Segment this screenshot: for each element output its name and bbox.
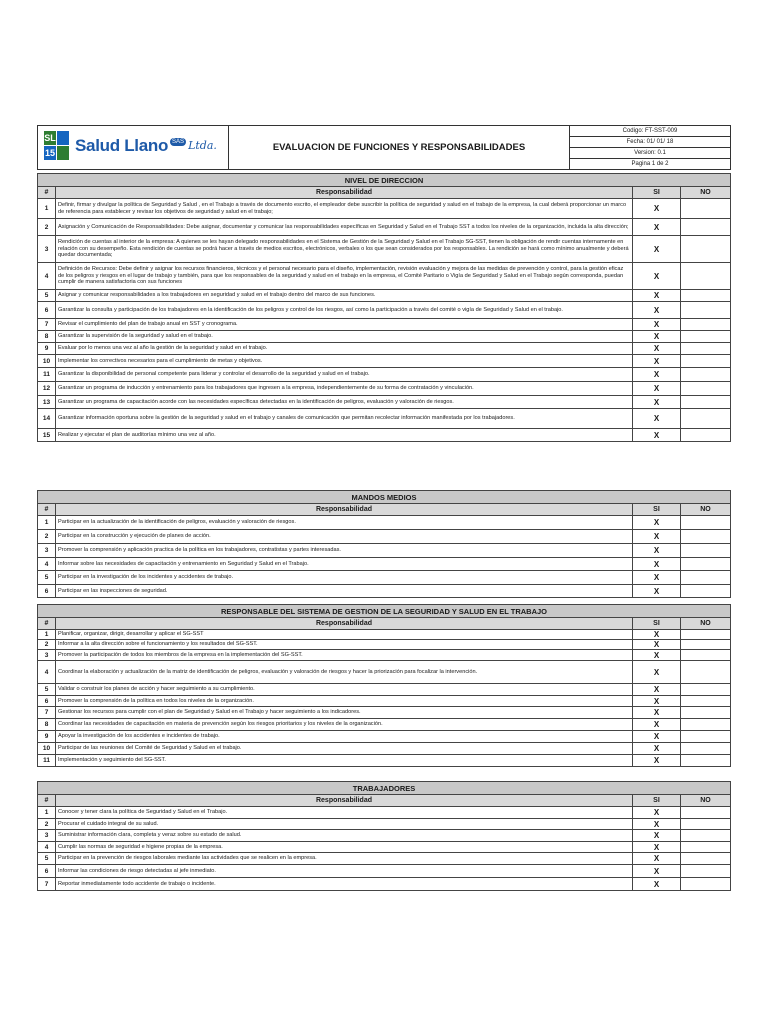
row-responsabilidad: Garantizar un programa de inducción y entrenamiento para los trabajadores que ingresen a la empresa, independientemente de su forma de contratación y vinculación. — [56, 382, 633, 396]
table-row — [38, 640, 731, 650]
table-row — [38, 585, 731, 598]
row-si-mark: X — [632, 878, 680, 891]
row-responsabilidad: Promover la comprensión y aplicación practica de la política en los trabajadores, contratistas y partes interesadas. — [56, 544, 633, 558]
row-no-mark — [680, 719, 730, 731]
column-header-number: # — [38, 504, 56, 516]
row-no-mark — [680, 630, 730, 640]
row-responsabilidad: Promover la participación de todos los miembros de la empresa en la implementación del SG-SST. — [56, 650, 633, 661]
row-number: 4 — [38, 263, 56, 290]
row-responsabilidad: Promover la comprensión de la política en todos los niveles de la organización. — [56, 696, 633, 707]
row-no-mark — [680, 530, 730, 544]
row-no-mark — [681, 302, 731, 319]
table-row — [38, 290, 731, 302]
row-si-mark: X — [633, 409, 681, 429]
row-no-mark — [680, 878, 730, 891]
row-no-mark — [680, 585, 730, 598]
table-row — [38, 743, 731, 755]
column-header-responsabilidad: Responsabilidad — [56, 618, 633, 630]
row-si-mark: X — [633, 331, 681, 343]
table-row — [38, 878, 731, 891]
row-number: 10 — [38, 355, 56, 368]
row-no-mark — [681, 319, 731, 331]
row-number: 3 — [38, 544, 56, 558]
row-no-mark — [680, 743, 730, 755]
table-row — [38, 630, 731, 640]
column-header-number: # — [38, 618, 56, 630]
row-no-mark — [681, 368, 731, 382]
table-row — [38, 755, 731, 767]
row-si-mark: X — [633, 355, 681, 368]
row-no-mark — [680, 830, 730, 842]
row-number: 1 — [38, 516, 56, 530]
row-responsabilidad: Rendición de cuentas al interior de la empresa: A quienes se les hayan delegado responsabilidades en el Sistema de Gestión de la Seguridad y Salud en el Trabajo SG-SST, tienen la obligación de rendir cuentas internamente en relación con su desempeño. Esta rendición de cuentas se podrá hacer a través de medios escritos, electrónicos, verbales o los que sean considerados por los responsables. La rendición se hará como mínimo anualmente y deberá quedar documentada; — [56, 236, 633, 263]
row-number: 5 — [38, 684, 56, 696]
document-header — [37, 125, 731, 170]
row-responsabilidad: Realizar y ejecutar el plan de auditorías mínimo una vez al año. — [56, 429, 633, 442]
table-row — [38, 355, 731, 368]
row-number: 11 — [38, 755, 56, 767]
table-row — [38, 696, 731, 707]
row-no-mark — [680, 819, 730, 830]
row-number: 12 — [38, 382, 56, 396]
table-row — [38, 661, 731, 684]
logo-text: Salud Llano — [75, 135, 169, 155]
row-si-mark: X — [633, 396, 681, 409]
row-responsabilidad: Participar en la investigación de los incidentes y accidentes de trabajo. — [56, 571, 633, 585]
section-title: RESPONSABLE DEL SISTEMA DE GESTION DE LA SEGURIDAD Y SALUD EN EL TRABAJO — [38, 605, 731, 618]
row-si-mark: X — [632, 755, 680, 767]
table-row — [38, 343, 731, 355]
row-number: 13 — [38, 396, 56, 409]
column-header-no: NO — [680, 795, 730, 807]
meta-fecha: Fecha: 01/ 01/ 18 — [570, 137, 730, 148]
row-responsabilidad: Procurar el cuidado integral de su salud. — [56, 819, 633, 830]
row-si-mark: X — [632, 661, 680, 684]
table-row — [38, 650, 731, 661]
table-row — [38, 396, 731, 409]
row-no-mark — [680, 807, 730, 819]
logo-ltda: Ltda. — [188, 139, 217, 152]
company-logo — [44, 131, 217, 160]
row-number: 8 — [38, 719, 56, 731]
section-table — [37, 604, 731, 767]
row-responsabilidad: Definición de Recursos: Debe definir y asignar los recursos financieros, técnicos y el personal necesario para el diseño, implementación, revisión evaluación y mejora de las medidas de prevención y control, para la gestión eficaz de los peligros y riesgos en el lugar de trabajo y también, para que los responsables de la seguridad y salud en el trabajo en la empresa, el Comité Paritario o Vigía de Seguridad y Salud en el Trabajo según corresponda, puedan cumplir de manera satisfactoria con sus funciones — [56, 263, 633, 290]
logo-mark-icon — [44, 131, 69, 160]
row-si-mark: X — [633, 290, 681, 302]
row-responsabilidad: Coordinar la elaboración y actualización de la matriz de identificación de peligros, evaluación y valoración de riesgos y hacer la priorización para focalizar la intervención. — [56, 661, 633, 684]
row-responsabilidad: Participar en las inspecciones de seguridad. — [56, 585, 633, 598]
column-header-responsabilidad: Responsabilidad — [56, 187, 633, 199]
table-row — [38, 516, 731, 530]
column-header-number: # — [38, 795, 56, 807]
row-number: 11 — [38, 368, 56, 382]
row-number: 1 — [38, 199, 56, 219]
row-si-mark: X — [633, 219, 681, 236]
row-number: 6 — [38, 865, 56, 878]
logo-mark-digits: 15 — [44, 148, 55, 158]
row-responsabilidad: Participar de las reuniones del Comité de Seguridad y Salud en el trabajo. — [56, 743, 633, 755]
row-no-mark — [681, 219, 731, 236]
row-responsabilidad: Participar en la actualización de la identificación de peligros, evaluación y valoración de riesgos. — [56, 516, 633, 530]
row-responsabilidad: Conocer y tener clara la política de Seguridad y Salud en el Trabajo. — [56, 807, 633, 819]
table-row — [38, 319, 731, 331]
section-title: MANDOS MEDIOS — [38, 491, 731, 504]
row-responsabilidad: Asignar y comunicar responsabilidades a los trabajadores en seguridad y salud en el trabajo dentro del marco de sus funciones. — [56, 290, 633, 302]
section-title: NIVEL DE DIRECCION — [38, 174, 731, 187]
row-responsabilidad: Garantizar información oportuna sobre la gestión de la seguridad y salud en el trabajo y canales de comunicación que permitan recolectar información manifestada por los trabajadores. — [56, 409, 633, 429]
row-responsabilidad: Asignación y Comunicación de Responsabilidades: Debe asignar, documentar y comunicar las responsabilidades específicas en Seguridad y Salud en el Trabajo SST a todos los niveles de la organización, incluida la alta dirección; — [56, 219, 633, 236]
row-si-mark: X — [632, 530, 680, 544]
row-number: 6 — [38, 585, 56, 598]
row-responsabilidad: Participar en la prevención de riesgos laborales mediante las actividades que se realicen en la empresa. — [56, 853, 633, 865]
row-no-mark — [680, 865, 730, 878]
row-number: 4 — [38, 842, 56, 853]
row-no-mark — [681, 263, 731, 290]
row-responsabilidad: Garantizar la supervisión de la seguridad y salud en el trabajo. — [56, 331, 633, 343]
table-row — [38, 429, 731, 442]
row-number: 4 — [38, 558, 56, 571]
row-number: 2 — [38, 530, 56, 544]
table-row — [38, 409, 731, 429]
document-meta — [570, 126, 731, 170]
row-responsabilidad: Implementación y seguimiento del SG-SST. — [56, 755, 633, 767]
row-responsabilidad: Garantizar un programa de capacitación acorde con las necesidades específicas detectadas en la identificación de peligros, evaluación y valoración de riesgos. — [56, 396, 633, 409]
row-responsabilidad: Revisar el cumplimiento del plan de trabajo anual en SST y cronograma. — [56, 319, 633, 331]
row-responsabilidad: Informar las condiciones de riesgo detectadas al jefe inmediato. — [56, 865, 633, 878]
column-header-si: SI — [632, 795, 680, 807]
row-no-mark — [681, 409, 731, 429]
section-title: TRABAJADORES — [38, 782, 731, 795]
table-row — [38, 530, 731, 544]
table-row — [38, 368, 731, 382]
row-responsabilidad: Garantizar la consulta y participación de los trabajadores en la identificación de los peligros y control de los riesgos, así como la participación a través del comité o vigía de Seguridad y Salud en el trabajo. — [56, 302, 633, 319]
row-responsabilidad: Planificar, organizar, dirigir, desarrollar y aplicar el SG-SST — [56, 630, 633, 640]
section-table — [37, 781, 731, 891]
row-no-mark — [680, 842, 730, 853]
table-row — [38, 842, 731, 853]
table-row — [38, 707, 731, 719]
row-no-mark — [680, 516, 730, 530]
row-no-mark — [681, 429, 731, 442]
row-si-mark: X — [632, 819, 680, 830]
row-number: 6 — [38, 302, 56, 319]
row-si-mark: X — [633, 319, 681, 331]
row-si-mark: X — [632, 743, 680, 755]
row-no-mark — [680, 571, 730, 585]
row-si-mark: X — [632, 807, 680, 819]
row-no-mark — [681, 396, 731, 409]
row-no-mark — [680, 755, 730, 767]
meta-pagina: Pagina 1 de 2 — [631, 161, 669, 167]
column-header-no: NO — [680, 504, 730, 516]
row-si-mark: X — [632, 731, 680, 743]
column-header-number: # — [38, 187, 56, 199]
row-responsabilidad: Definir, firmar y divulgar la política de Seguridad y Salud , en el Trabajo a través de documento escrito, el empleador debe suscribir la política de seguridad y salud en el trabajo de la empresa, la cual deberá proporcionar un marco de referencia para establecer y revisar los objetivos de seguridad y salud en el trabajo; — [56, 199, 633, 219]
row-no-mark — [680, 684, 730, 696]
row-number: 3 — [38, 650, 56, 661]
row-responsabilidad: Suministrar información clara, completa y veraz sobre su estado de salud. — [56, 830, 633, 842]
logo-mark-letters: SL — [44, 133, 56, 143]
row-si-mark: X — [633, 302, 681, 319]
table-row — [38, 719, 731, 731]
row-no-mark — [681, 290, 731, 302]
table-row — [38, 830, 731, 842]
row-si-mark: X — [633, 382, 681, 396]
row-si-mark: X — [633, 368, 681, 382]
row-responsabilidad: Implementar los correctivos necesarios para el cumplimiento de metas y objetivos. — [56, 355, 633, 368]
row-si-mark: X — [633, 343, 681, 355]
column-header-no: NO — [680, 618, 730, 630]
row-no-mark — [681, 199, 731, 219]
table-row — [38, 807, 731, 819]
row-number: 5 — [38, 571, 56, 585]
row-si-mark: X — [632, 830, 680, 842]
row-no-mark — [680, 707, 730, 719]
row-number: 8 — [38, 331, 56, 343]
table-row — [38, 571, 731, 585]
row-no-mark — [681, 382, 731, 396]
row-responsabilidad: Cumplir las normas de seguridad e higiene propias de la empresa. — [56, 842, 633, 853]
column-header-responsabilidad: Responsabilidad — [56, 795, 633, 807]
table-row — [38, 819, 731, 830]
row-si-mark: X — [632, 516, 680, 530]
row-responsabilidad: Gestionar los recursos para cumplir con el plan de Seguridad y Salud en el Trabajo y hacer seguimiento a los indicadores. — [56, 707, 633, 719]
row-responsabilidad: Informar sobre las necesidades de capacitación y entrenamiento en Seguridad y Salud en el Trabajo. — [56, 558, 633, 571]
row-responsabilidad: Apoyar la investigación de los accidentes e incidentes de trabajo. — [56, 731, 633, 743]
row-number: 3 — [38, 830, 56, 842]
row-no-mark — [680, 544, 730, 558]
column-header-si: SI — [632, 618, 680, 630]
table-row — [38, 731, 731, 743]
row-si-mark: X — [632, 719, 680, 731]
table-row — [38, 544, 731, 558]
row-number: 2 — [38, 219, 56, 236]
table-row — [38, 219, 731, 236]
table-row — [38, 853, 731, 865]
row-number: 9 — [38, 731, 56, 743]
row-si-mark: X — [632, 684, 680, 696]
row-si-mark: X — [632, 558, 680, 571]
row-number: 7 — [38, 319, 56, 331]
table-row — [38, 865, 731, 878]
meta-version: Version: 0.1 — [570, 148, 730, 159]
row-no-mark — [681, 343, 731, 355]
row-si-mark: X — [632, 650, 680, 661]
table-row — [38, 236, 731, 263]
row-si-mark: X — [632, 865, 680, 878]
row-no-mark — [680, 558, 730, 571]
meta-codigo: Codigo: FT-SST-009 — [570, 126, 730, 137]
row-number: 1 — [38, 807, 56, 819]
column-header-si: SI — [632, 504, 680, 516]
row-si-mark: X — [632, 853, 680, 865]
logo-sas-badge: SAS — [172, 138, 185, 145]
row-no-mark — [681, 236, 731, 263]
row-number: 14 — [38, 409, 56, 429]
table-row — [38, 331, 731, 343]
section-table — [37, 490, 731, 598]
row-responsabilidad: Informar a la alta dirección sobre el funcionamiento y los resultados del SG-SST. — [56, 640, 633, 650]
row-number: 2 — [38, 819, 56, 830]
row-no-mark — [681, 331, 731, 343]
section-table — [37, 173, 731, 442]
column-header-responsabilidad: Responsabilidad — [56, 504, 633, 516]
row-number: 10 — [38, 743, 56, 755]
row-responsabilidad: Garantizar la disponibilidad de personal competente para liderar y controlar el desarrollo de la seguridad y salud en el trabajo. — [56, 368, 633, 382]
row-no-mark — [680, 650, 730, 661]
column-header-no: NO — [681, 187, 731, 199]
column-header-si: SI — [633, 187, 681, 199]
row-si-mark: X — [632, 544, 680, 558]
row-si-mark: X — [633, 236, 681, 263]
row-no-mark — [680, 731, 730, 743]
row-number: 9 — [38, 343, 56, 355]
row-si-mark: X — [633, 429, 681, 442]
row-responsabilidad: Reportar inmediatamente todo accidente de trabajo o incidente. — [56, 878, 633, 891]
row-number: 2 — [38, 640, 56, 650]
row-responsabilidad: Validar o construir los planes de acción y hacer seguimiento a su cumplimiento. — [56, 684, 633, 696]
row-number: 3 — [38, 236, 56, 263]
row-si-mark: X — [632, 585, 680, 598]
row-number: 5 — [38, 290, 56, 302]
table-row — [38, 382, 731, 396]
row-no-mark — [680, 661, 730, 684]
row-number: 4 — [38, 661, 56, 684]
row-si-mark: X — [632, 571, 680, 585]
table-row — [38, 302, 731, 319]
table-row — [38, 263, 731, 290]
row-responsabilidad: Evaluar por lo menos una vez al año la gestión de la seguridad y salud en el trabajo. — [56, 343, 633, 355]
row-number: 1 — [38, 630, 56, 640]
row-no-mark — [680, 853, 730, 865]
table-row — [38, 558, 731, 571]
row-si-mark: X — [633, 263, 681, 290]
row-number: 15 — [38, 429, 56, 442]
table-row — [38, 684, 731, 696]
row-number: 5 — [38, 853, 56, 865]
logo-cell — [38, 126, 229, 170]
row-si-mark: X — [632, 630, 680, 640]
row-si-mark: X — [632, 696, 680, 707]
row-no-mark — [681, 355, 731, 368]
table-row — [38, 199, 731, 219]
row-si-mark: X — [632, 640, 680, 650]
row-number: 7 — [38, 878, 56, 891]
row-number: 6 — [38, 696, 56, 707]
row-no-mark — [680, 640, 730, 650]
row-responsabilidad: Coordinar las necesidades de capacitación en materia de prevención según los riesgos prioritarios y los niveles de la organización. — [56, 719, 633, 731]
row-si-mark: X — [632, 707, 680, 719]
row-si-mark: X — [633, 199, 681, 219]
row-si-mark: X — [632, 842, 680, 853]
row-no-mark — [680, 696, 730, 707]
row-number: 7 — [38, 707, 56, 719]
row-responsabilidad: Participar en la construcción y ejecución de planes de acción. — [56, 530, 633, 544]
document-title: EVALUACION DE FUNCIONES Y RESPONSABILIDADES — [229, 126, 570, 170]
